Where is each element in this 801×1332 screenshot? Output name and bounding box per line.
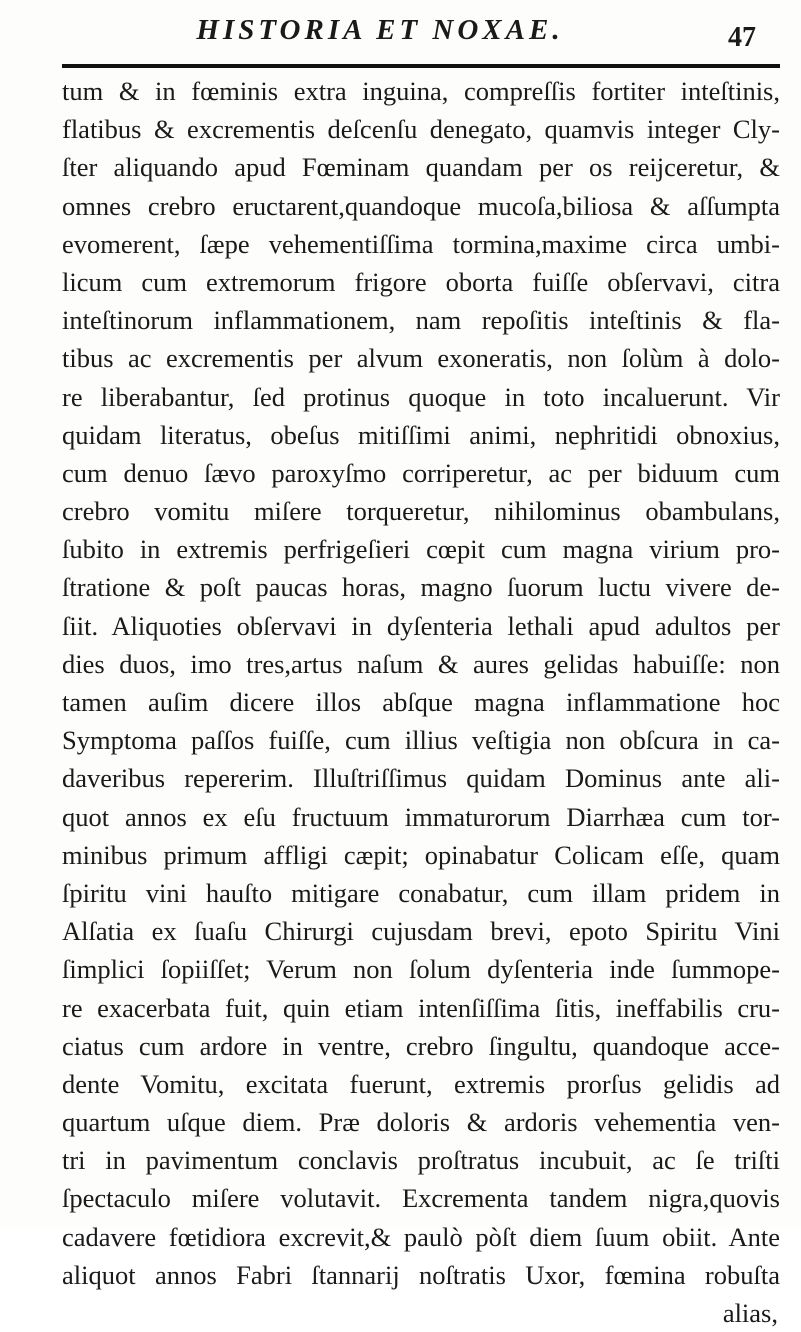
text-line: tamen auſim dicere illos abſque magna inflammatione hoc: [62, 687, 780, 717]
text-line: ciatus cum ardore in ventre, crebro ſingultu, quandoque acce-: [62, 1030, 780, 1061]
text-line: dente Vomitu, excitata fuerunt, extremis prorſus gelidis ad: [62, 1068, 780, 1099]
text-line: omnes crebro eructarent,quandoque mucoſa,biliosa & aſſumpta: [62, 190, 780, 221]
page-number: 47: [728, 22, 756, 53]
text-line: ſubito in extremis perfrigeſieri cœpit cum magna virium pro-: [62, 534, 780, 565]
text-line: minibus primum affligi cæpit; opinabatur Colicam eſſe, quam: [62, 839, 780, 870]
text-line: licum cum extremorum frigore oborta fuiſſe obſervavi, citra: [62, 266, 780, 297]
text-line: re exacerbata fuit, quin etiam intenſiſſima ſitis, ineffabilis cru-: [62, 992, 780, 1023]
text-line: re liberabantur, ſed protinus quoque in toto incaluerunt. Vir: [62, 381, 780, 412]
text-line: ſimplici ſopiiſſet; Verum non ſolum dyſenteria inde ſummope-: [62, 954, 780, 985]
text-line: ſter aliquando apud Fœminam quandam per os reijceretur, &: [62, 152, 780, 183]
text-line: inteſtinorum inflammationem, nam repoſitis inteſtinis & fla-: [62, 305, 780, 336]
text-line: quot annos ex eſu fructuum immaturorum Diarrhæa cum tor-: [62, 801, 780, 832]
text-line: cum denuo ſævo paroxyſmo corriperetur, ac per biduum cum: [62, 457, 780, 488]
header-rule: [62, 64, 780, 68]
text-line: crebro vomitu miſere torqueretur, nihilominus obambulans,: [62, 496, 780, 527]
catchword: alias,: [722, 1298, 778, 1328]
text-line: daveribus repererim. Illuſtriſſimus quidam Dominus ante ali-: [62, 763, 780, 794]
text-line: ſpectaculo miſere volutavit. Excrementa tandem nigra,quovis: [62, 1183, 780, 1214]
text-line: tum & in fœminis extra inguina, compreſſis fortiter inteſtinis,: [62, 76, 780, 106]
text-line: ſiit. Aliquoties obſervavi in dyſenteria lethali apud adultos per: [62, 610, 780, 641]
text-line: ſtratione & poſt paucas horas, magno ſuorum luctu vivere de-: [62, 572, 780, 603]
text-line: cadavere fœtidiora excrevit,& paulò pòſt diem ſuum obiit. Ante: [62, 1221, 780, 1252]
text-line: evomerent, ſæpe vehementiſſima tormina,maxime circa umbi-: [62, 228, 780, 259]
text-line: aliquot annos Fabri ſtannarij noſtratis Uxor, fœmina robuſta: [62, 1259, 780, 1290]
body-text: [62, 72, 780, 1332]
text-line: quartum uſque diem. Præ doloris & ardoris vehementia ven-: [62, 1107, 780, 1138]
text-line: ſpiritu vini hauſto mitigare conabatur, cum illam pridem in: [62, 877, 780, 908]
text-line: tibus ac excrementis per alvum exoneratis, non ſolùm à dolo-: [62, 343, 780, 374]
text-line: Alſatia ex ſuaſu Chirurgi cujusdam brevi, epoto Spiritu Vini: [62, 916, 780, 947]
text-line: tri in pavimentum conclavis proſtratus incubuit, ac ſe triſti: [62, 1145, 780, 1176]
text-line: quidam literatus, obeſus mitiſſimi animi, nephritidi obnoxius,: [62, 419, 780, 450]
running-title: HISTORIA ET NOXAE.: [196, 14, 564, 46]
text-line: Symptoma paſſos fuiſſe, cum illius veſtigia non obſcura in ca-: [62, 725, 780, 756]
text-line: flatibus & excrementis deſcenſu denegato, quamvis integer Cly-: [62, 114, 780, 145]
page-header: [0, 6, 801, 66]
text-line: dies duos, imo tres,artus naſum & aures gelidas habuiſſe: non: [62, 648, 780, 679]
